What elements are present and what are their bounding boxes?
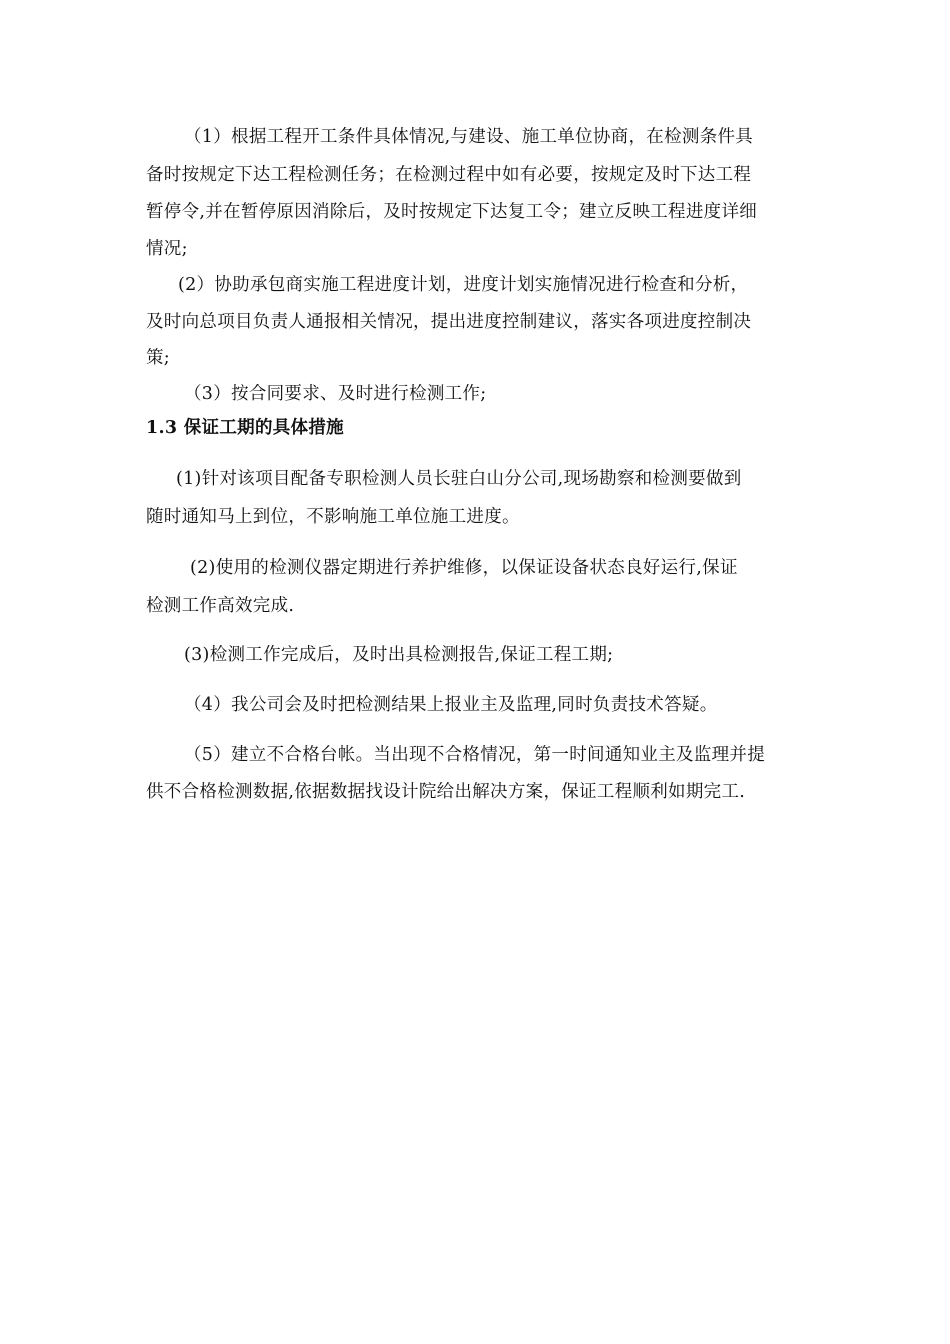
paragraph-line: （4）我公司会及时把检测结果上报业主及监理,同时负责技术答疑。: [184, 695, 718, 715]
paragraph-line: (1)针对该项目配备专职检测人员长驻白山分公司,现场勘察和检测要做到: [176, 469, 742, 489]
paragraph-line: (2）协助承包商实施工程进度计划，进度计划实施情况进行检查和分析，: [178, 275, 749, 295]
paragraph-line: （5）建立不合格台帐。当出现不合格情况，第一时间通知业主及监理并提: [184, 745, 766, 765]
section-heading: 1.3 保证工期的具体措施: [146, 418, 344, 438]
paragraph-line: 检测工作高效完成.: [146, 596, 295, 616]
paragraph-line: 及时向总项目负责人通报相关情况，提出进度控制建议，落实各项进度控制决: [146, 312, 752, 332]
paragraph-line: 供不合格检测数据,依据数据找设计院给出解决方案，保证工程顺利如期完工.: [146, 782, 746, 802]
paragraph-line: 策;: [146, 348, 170, 368]
paragraph-line: 随时通知马上到位，不影响施工单位施工进度。: [146, 507, 520, 527]
paragraph-line: （1）根据工程开工条件具体情况,与建设、施工单位协商，在检测条件具: [184, 127, 754, 147]
paragraph-line: 情况;: [146, 239, 188, 259]
paragraph-line: (3)检测工作完成后，及时出具检测报告,保证工程工期;: [184, 645, 614, 665]
paragraph-line: (2)使用的检测仪器定期进行养护维修，以保证设备状态良好运行,保证: [190, 558, 738, 578]
paragraph-line: （3）按合同要求、及时进行检测工作;: [184, 384, 487, 404]
paragraph-line: 暂停令,并在暂停原因消除后，及时按规定下达复工令；建立反映工程进度详细: [146, 202, 758, 222]
paragraph-line: 备时按规定下达工程检测任务；在检测过程中如有必要，按规定及时下达工程: [146, 165, 752, 185]
